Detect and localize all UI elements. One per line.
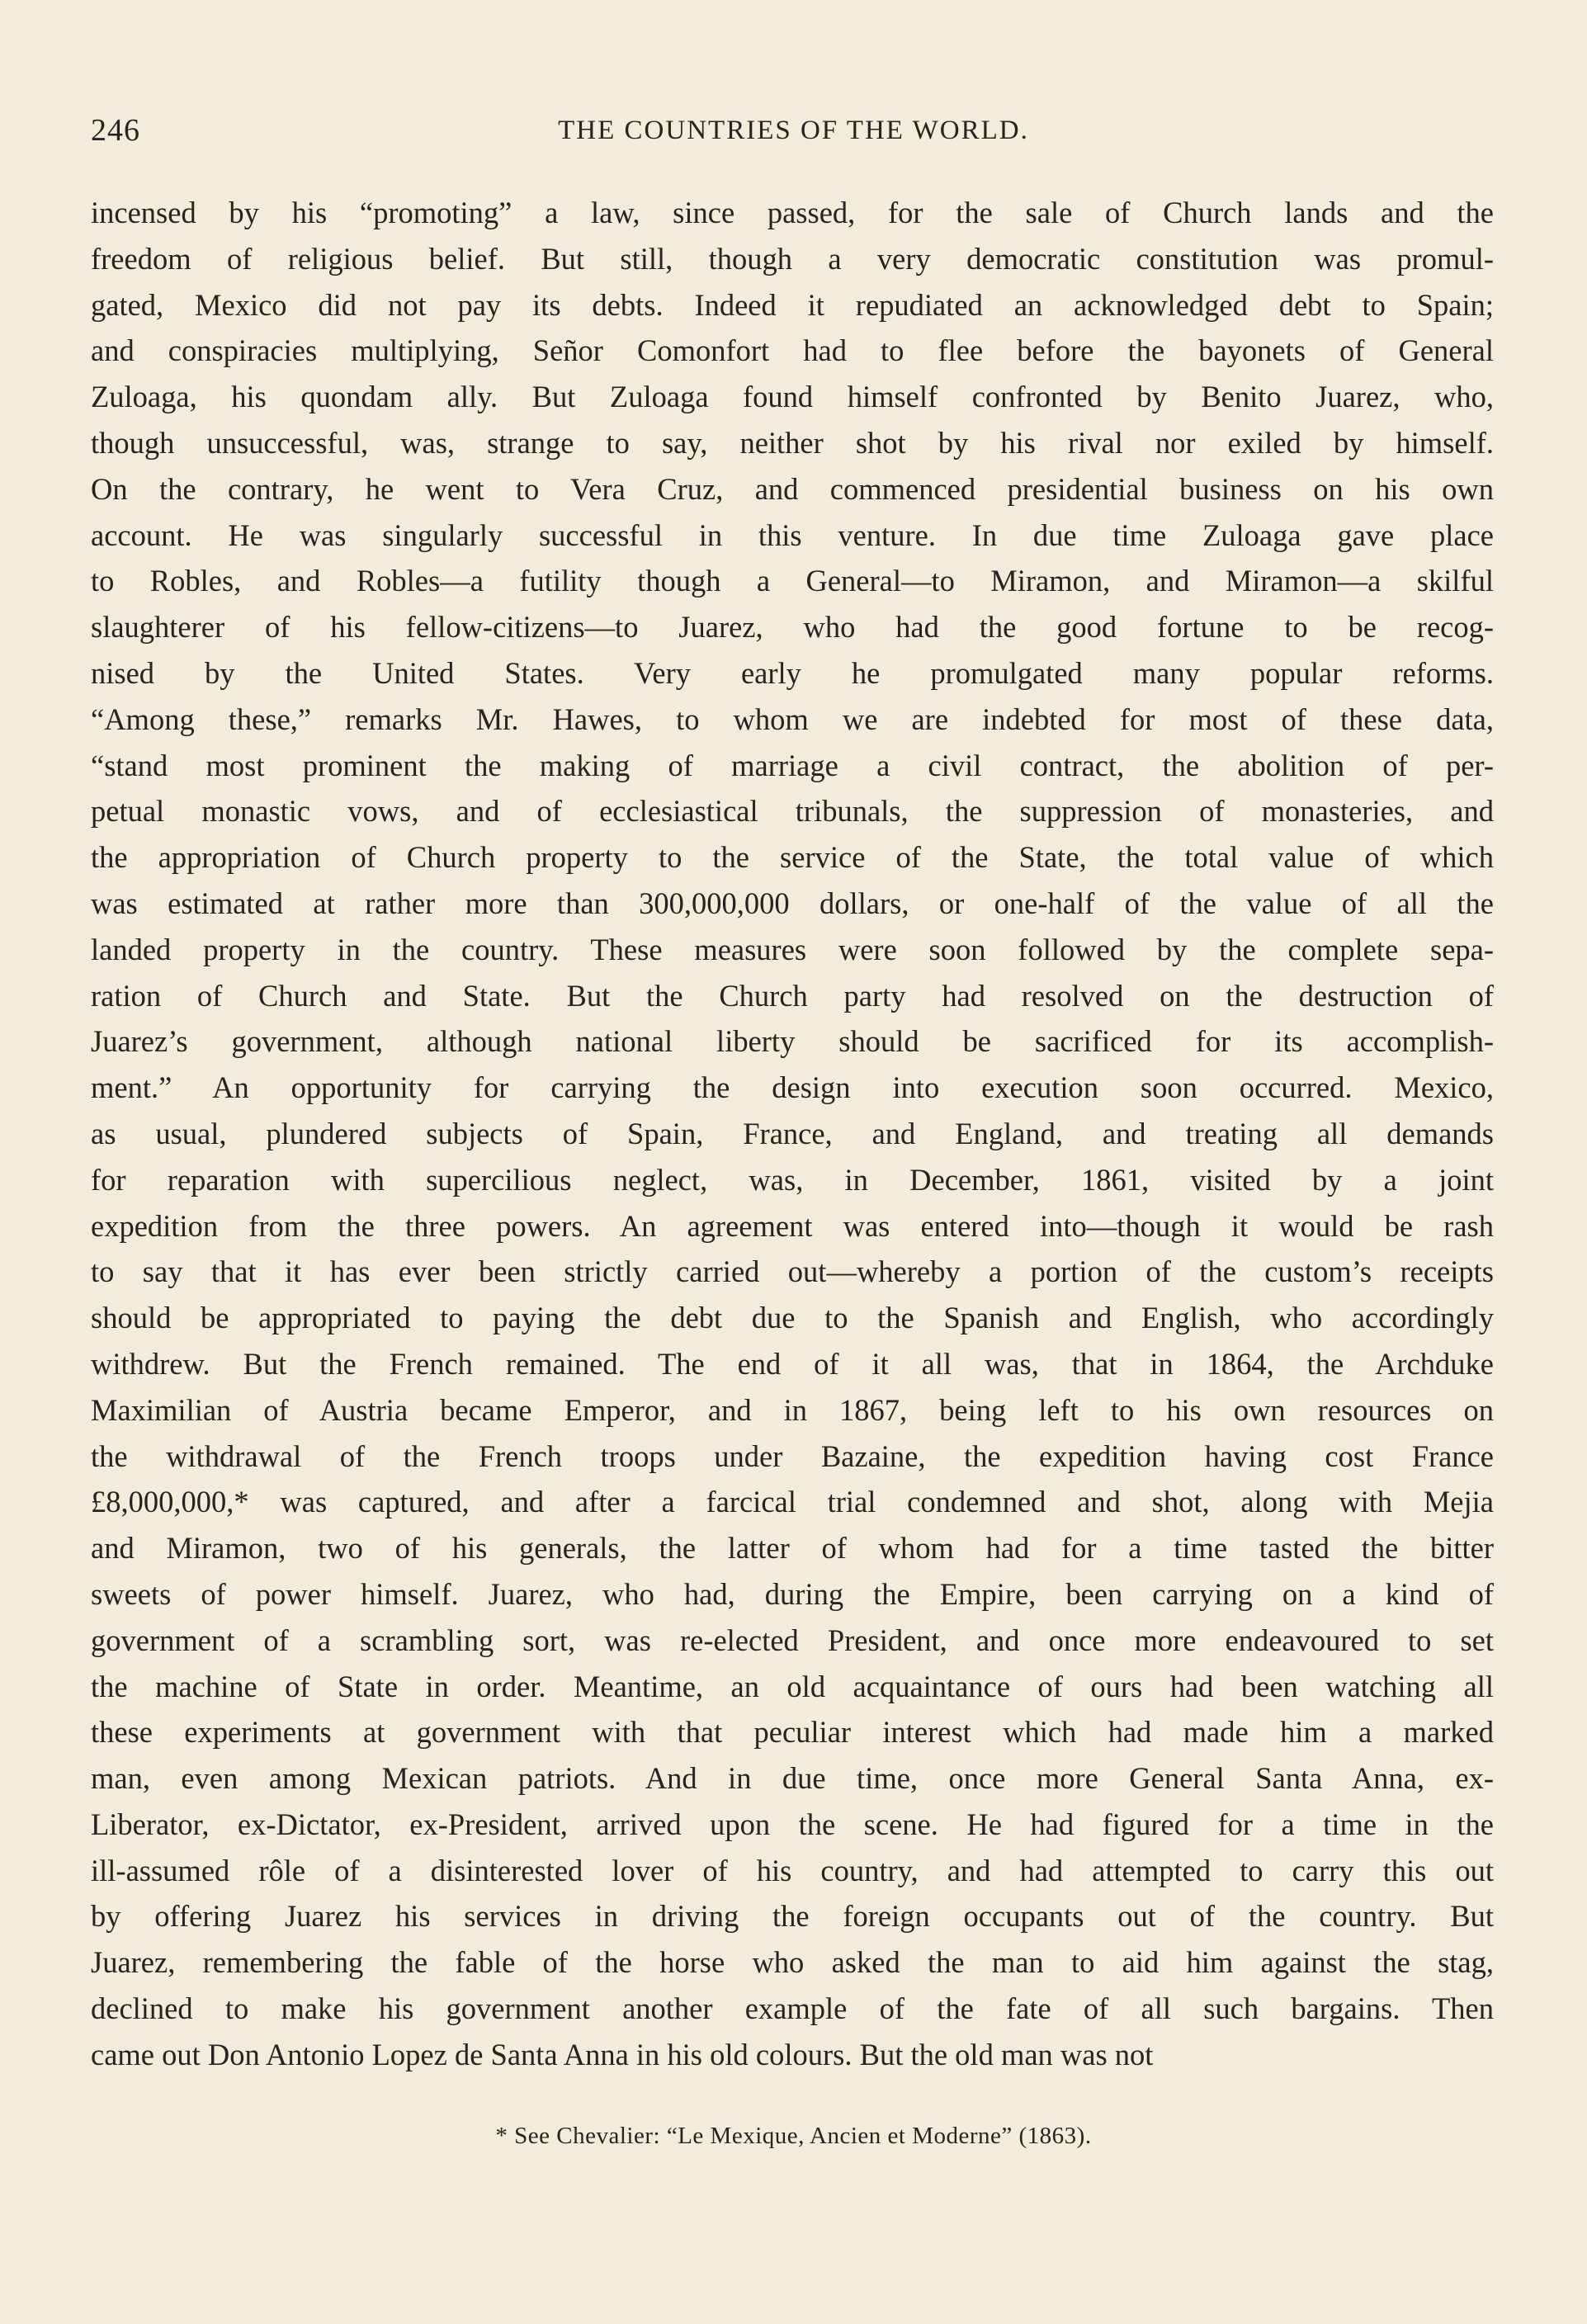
text-line: £8,000,000,* was captured, and after a farcical trial condemned and shot, along with Mejia [91, 1485, 1494, 1519]
text-line: nised by the United States. Very early he promulgated many popular reforms. [91, 655, 1494, 690]
text-line: expedition from the three powers. An agreement was entered into—though it would be rash [91, 1208, 1494, 1243]
text-line: Juarez, remembering the fable of the horse who asked the man to aid him against the stag, [91, 1945, 1494, 1980]
text-line: landed property in the country. These measures were soon followed by the complete sepa- [91, 932, 1494, 966]
text-line: freedom of religious belief. But still, though a very democratic constitution was promul- [91, 241, 1494, 276]
text-line: as usual, plundered subjects of Spain, France, and England, and treating all demands [91, 1116, 1494, 1150]
text-line: sweets of power himself. Juarez, who had, during the Empire, been carrying on a kind of [91, 1576, 1494, 1611]
text-line: should be appropriated to paying the debt due to the Spanish and English, who accordingly [91, 1301, 1494, 1335]
text-line: declined to make his government another example of the fate of all such bargains. Then [91, 1991, 1494, 2026]
text-line: ment.” An opportunity for carrying the design into execution soon occurred. Mexico, [91, 1070, 1494, 1105]
page-header [91, 106, 1496, 155]
text-line: to say that it has ever been strictly carried out—whereby a portion of the custom’s receipts [91, 1254, 1494, 1289]
text-line: slaughterer of his fellow-citizens—to Juarez, who had the good fortune to be recog- [91, 610, 1494, 645]
text-line: was estimated at rather more than 300,000,000 dollars, or one-half of the value of all the [91, 886, 1494, 920]
text-line: ill-assumed rôle of a disinterested lover of his country, and had attempted to carry this out [91, 1853, 1494, 1887]
text-line: the appropriation of Church property to the service of the State, the total value of which [91, 840, 1494, 875]
text-line: though unsuccessful, was, strange to say, neither shot by his rival nor exiled by himself. [91, 425, 1494, 460]
text-line: “Among these,” remarks Mr. Hawes, to whom we are indebted for most of these data, [91, 701, 1494, 736]
footnote: * See Chevalier: “Le Mexique, Ancien et Moderne” (1863). [495, 2123, 1092, 2149]
text-line: account. He was singularly successful in this venture. In due time Zuloaga gave place [91, 517, 1494, 552]
text-line: Liberator, ex-Dictator, ex-President, arrived upon the scene. He had figured for a time in the [91, 1807, 1494, 1841]
text-line: the machine of State in order. Meantime, an old acquaintance of ours had been watching all [91, 1669, 1494, 1703]
text-line: to Robles, and Robles—a futility though a General—to Miramon, and Miramon—a skilful [91, 564, 1494, 598]
text-line: incensed by his “promoting” a law, since passed, for the sale of Church lands and the [91, 196, 1494, 229]
text-line: petual monastic vows, and of ecclesiastical tribunals, the suppression of monasteries, and [91, 794, 1494, 829]
text-line: these experiments at government with that peculiar interest which had made him a marked [91, 1715, 1494, 1750]
text-line: Juarez’s government, although national liberty should be sacrificed for its accomplish- [91, 1024, 1494, 1059]
text-line: government of a scrambling sort, was re-elected President, and once more endeavoured to set [91, 1623, 1494, 1657]
text-line: “stand most prominent the making of marriage a civil contract, the abolition of per- [91, 748, 1494, 782]
text-line: Maximilian of Austria became Emperor, and in 1867, being left to his own resources on [91, 1392, 1494, 1427]
text-line: came out Don Antonio Lopez de Santa Anna in his old colours. But the old man was not [91, 2037, 1154, 2071]
text-line: and conspiracies multiplying, Señor Comonfort had to flee before the bayonets of General [91, 333, 1494, 368]
text-line: and Miramon, two of his generals, the latter of whom had for a time tasted the bitter [91, 1531, 1494, 1566]
text-line: withdrew. But the French remained. The end of it all was, that in 1864, the Archduke [91, 1346, 1494, 1381]
text-line: ration of Church and State. But the Church party had resolved on the destruction of [91, 978, 1494, 1013]
text-line: Zuloaga, his quondam ally. But Zuloaga found himself confronted by Benito Juarez, who, [91, 380, 1494, 414]
text-line: On the contrary, he went to Vera Cruz, and commenced presidential business on his own [91, 471, 1494, 506]
text-line: gated, Mexico did not pay its debts. Indeed it repudiated an acknowledged debt to Spain; [91, 287, 1494, 322]
text-line: man, even among Mexican patriots. And in due time, once more General Santa Anna, ex- [91, 1761, 1494, 1796]
running-title: THE COUNTRIES OF THE WORLD. [558, 115, 1029, 145]
text-line: the withdrawal of the French troops under Bazaine, the expedition having cost France [91, 1438, 1494, 1473]
text-line: for reparation with supercilious neglect, was, in December, 1861, visited by a joint [91, 1162, 1494, 1197]
page-number: 246 [91, 113, 140, 148]
body-text [91, 190, 1494, 2078]
text-line: by offering Juarez his services in driving the foreign occupants out of the country. But [91, 1899, 1494, 1934]
